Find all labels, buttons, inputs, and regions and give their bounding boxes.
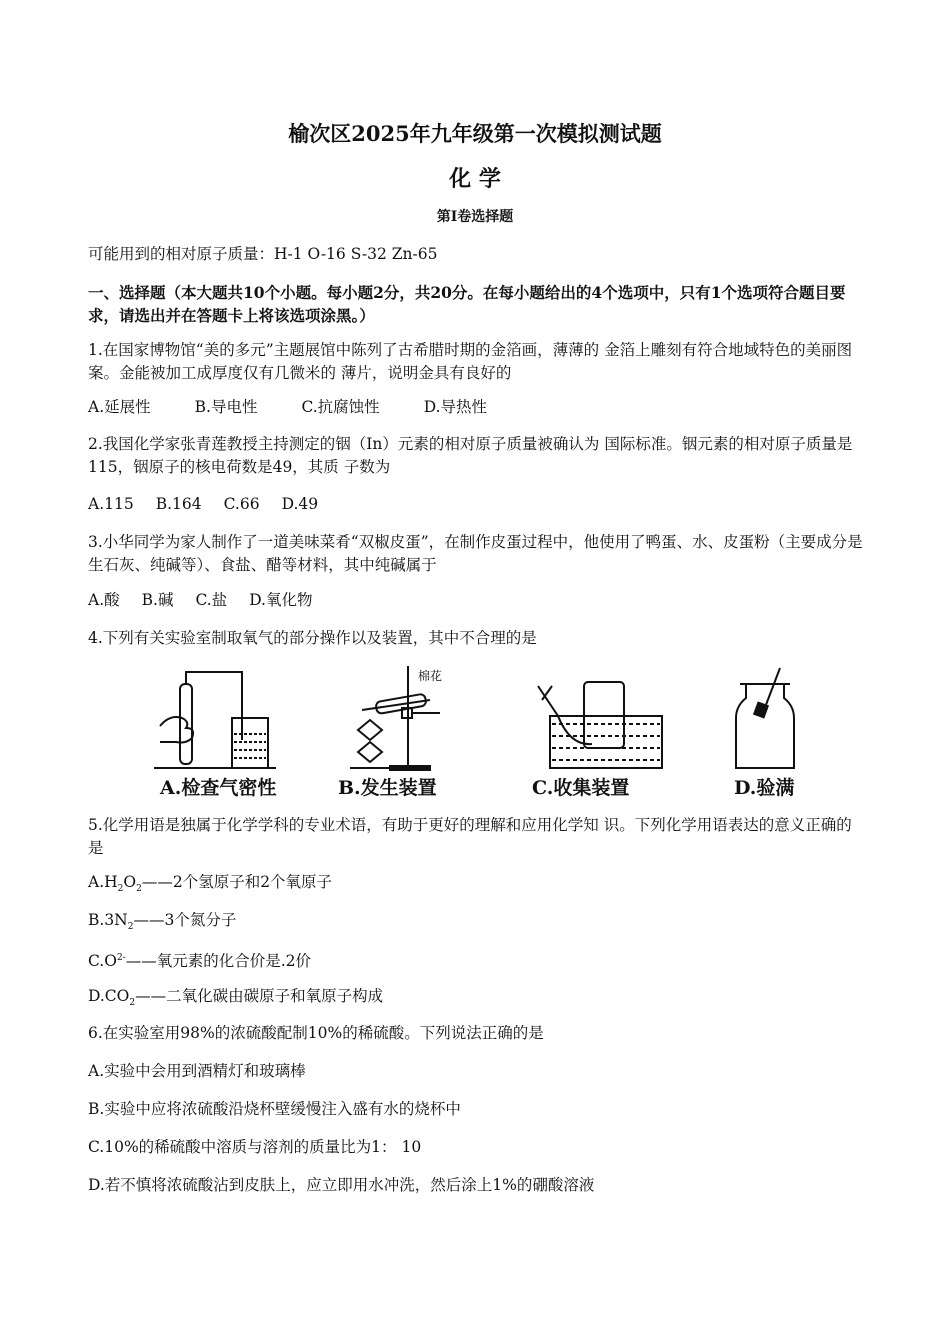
question-3-options (88, 589, 868, 612)
option-b[interactable]: $B.3N_2——3$个氮分子 (88, 911, 237, 933)
option-c[interactable]: C.10%的稀硫酸中溶质与溶剂的质量比为1： 10 (88, 1138, 422, 1156)
figure-label-a: A.检查气密性 (160, 777, 277, 799)
question-4-stem: 4.下列有关实验室制取氧气的部分操作以及装置，其中不合理的是 (88, 629, 537, 647)
option-d[interactable]: D.导热性 (423, 398, 488, 416)
option-d[interactable]: D.氧化物 (249, 591, 313, 609)
cotton-annotation: 棉花 (418, 669, 443, 683)
option-d[interactable]: D.若不慎将浓硫酸沾到皮肤上，应立即用水冲洗，然后涂上1%的硼酸溶液 (88, 1176, 595, 1194)
option-a[interactable]: A.延展性 (88, 398, 151, 416)
option-b[interactable]: B.碱 (141, 591, 174, 609)
option-c[interactable]: C.盐 (195, 591, 228, 609)
apparatus-c-drawing (538, 682, 662, 768)
option-a[interactable]: $A.H_2O_2——2$个氢原子和2个氧原子 (88, 873, 333, 895)
option-b[interactable]: B.导电性 (194, 398, 258, 416)
question-3-stem: 3.小华同学为家人制作了一道美味菜肴“双椒皮蛋”，在制作皮蛋过程中，他使用了鸭蛋、水、皮蛋粉（主要成分是生石灰、纯碱等）、食盐、醋等材料，其中纯碱属于 (88, 533, 863, 574)
option-c[interactable]: $C.O^{2-}——$氧元素的化合价是.2价 (88, 952, 312, 971)
question-5-stem: 5.化学用语是独属于化学学科的专业术语，有助于更好的理解和应用化学知 识。下列化学用语表达的意义正确的是 (88, 816, 852, 857)
figure-label-d: D.验满 (734, 777, 795, 799)
question-6-stem: 6.在实验室用98%的浓硫酸配制10%的稀硫酸。下列说法正确的是 (88, 1024, 544, 1042)
option-c[interactable]: C.抗腐蚀性 (301, 398, 380, 416)
exam-title: 榆次区2025年九年级第一次模拟测试题 (288, 121, 662, 146)
option-c[interactable]: C.66 (223, 495, 260, 513)
question-1-options (88, 396, 868, 419)
figure-label-c: C.收集装置 (532, 777, 630, 799)
option-d[interactable]: D.49 (281, 495, 319, 513)
section-title: 第I卷选择题 (436, 209, 514, 225)
subject-title: 化 学 (449, 166, 501, 192)
option-a[interactable]: A.实验中会用到酒精灯和玻璃棒 (88, 1062, 306, 1080)
figure-label-b: B.发生装置 (338, 777, 437, 799)
lab-apparatus-figure (140, 660, 840, 802)
option-a[interactable]: A.115 (88, 495, 134, 513)
question-1-stem: 1.在国家博物馆“美的多元”主题展馆中陈列了古希腊时期的金箔画，薄薄的 金箔上雕刻有符合地域特色的美丽图案。金能被加工成厚度仅有几微米的 薄片，说明金具有良好的 (88, 341, 853, 382)
question-2-options (88, 493, 868, 516)
option-b[interactable]: B.实验中应将浓硫酸沿烧杯壁缓慢注入盛有水的烧杯中 (88, 1100, 461, 1118)
apparatus-d-drawing (736, 668, 794, 768)
atomic-mass-note: 可能用到的相对原子质量：H-1 O-16 S-32 Zn-65 (88, 245, 438, 263)
part-heading: 一、选择题（本大题共10个小题。每小题2分，共20分。在每小题给出的4个选项中，只有1个选项符合题目要求，请选出并在答题卡上将该选项涂黑。） (88, 283, 846, 325)
apparatus-a-drawing (154, 672, 276, 768)
option-d[interactable]: $D.CO_2——$二氧化碳由碳原子和氧原子构成 (88, 987, 384, 1009)
option-b[interactable]: B.164 (155, 495, 202, 513)
option-a[interactable]: A.酸 (88, 591, 120, 609)
question-2-stem: 2.我国化学家张青莲教授主持测定的铟（In）元素的相对原子质量被确认为 国际标准。铟元素的相对原子质量是115，铟原子的核电荷数是49，其质 子数为 (88, 435, 853, 476)
